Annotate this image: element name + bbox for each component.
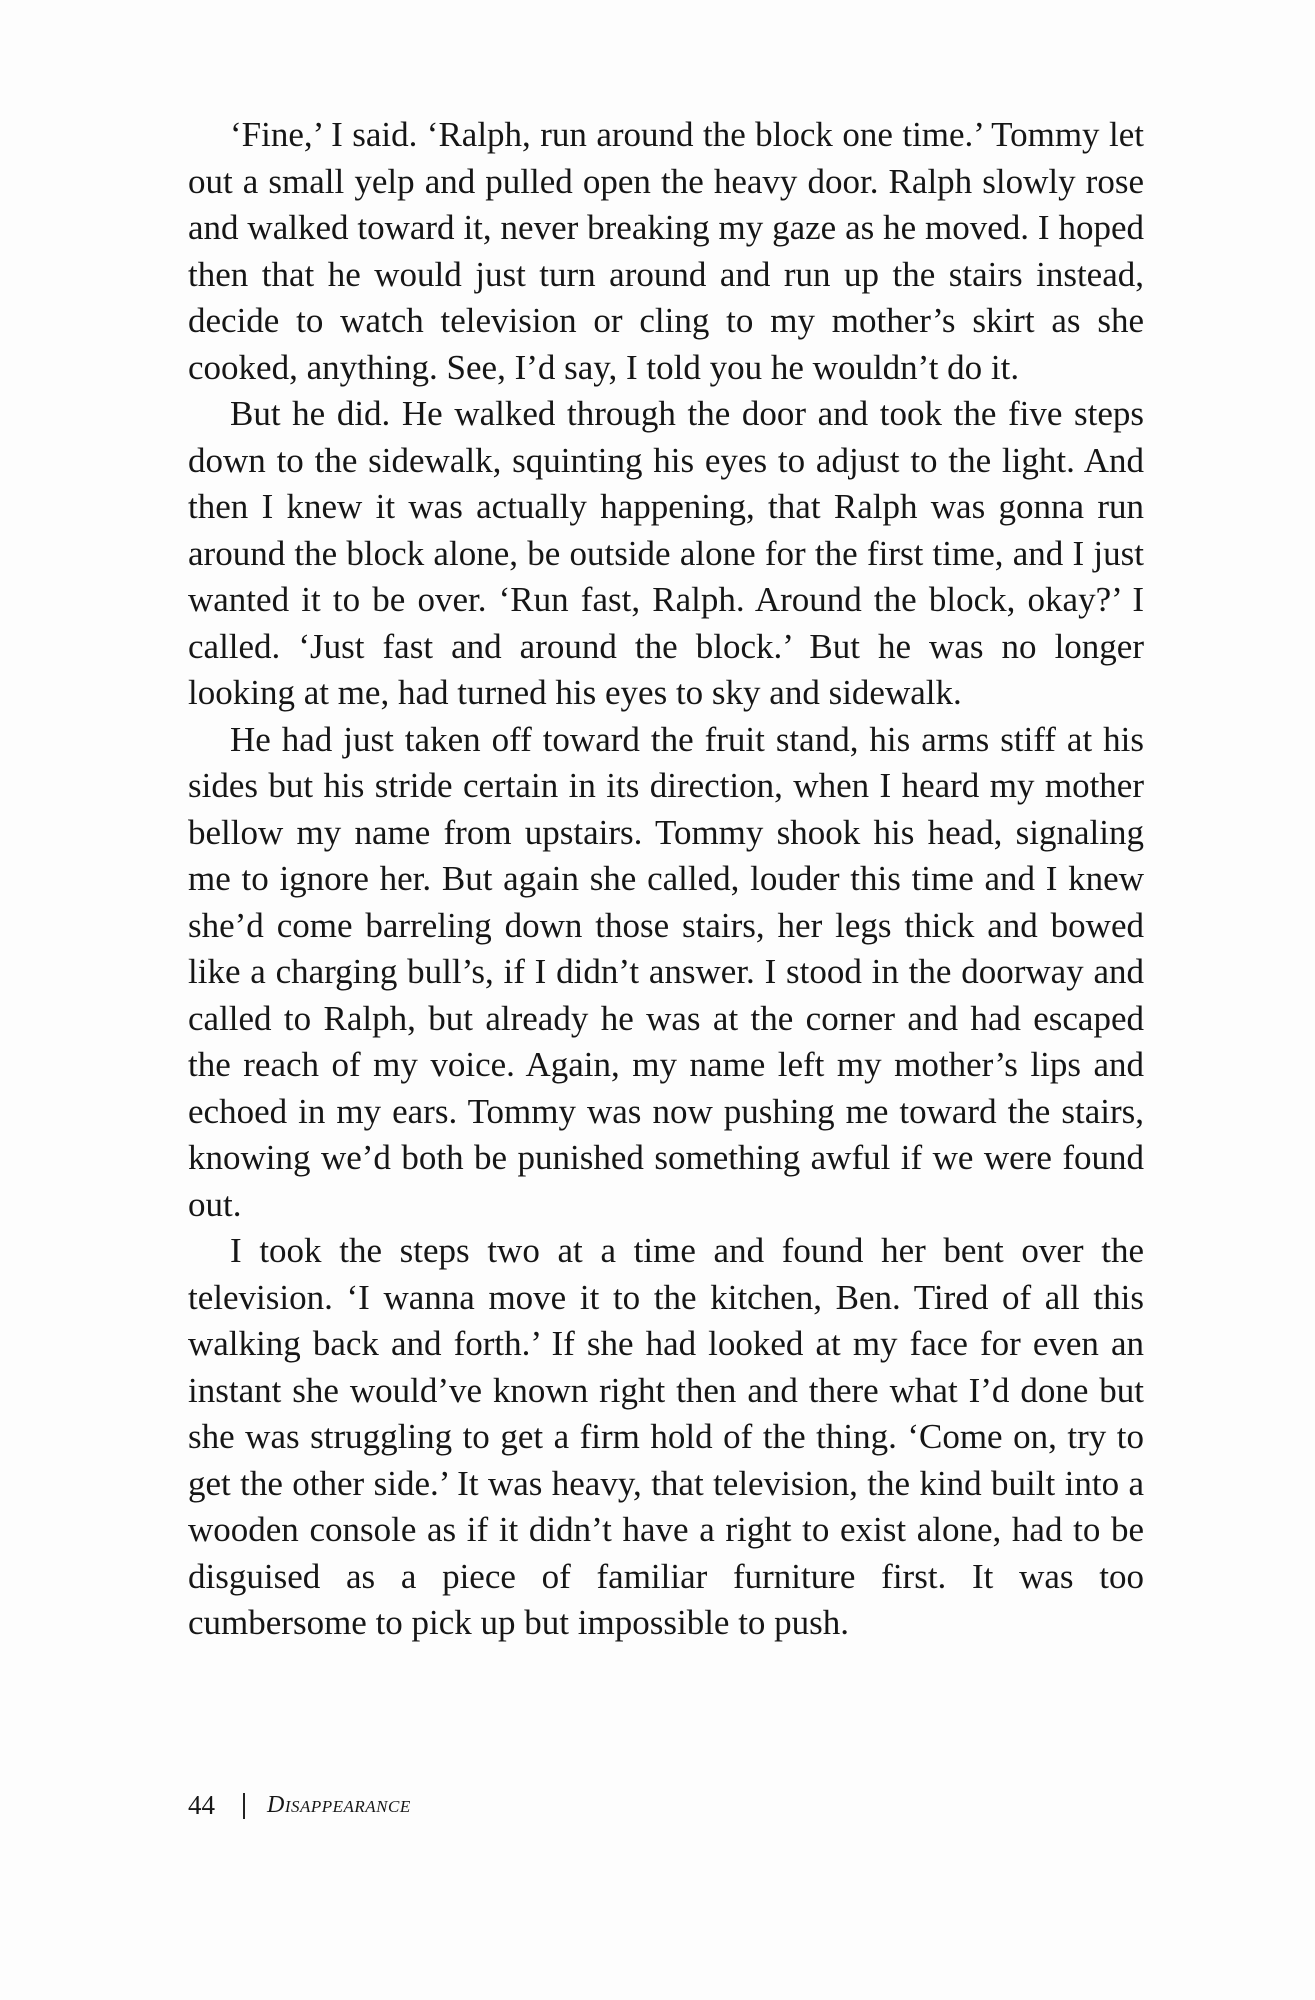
footer-divider xyxy=(243,1793,245,1819)
running-title: Disappearance xyxy=(267,1792,411,1818)
paragraph-2: But he did. He walked through the door and took the five steps down to the sidewalk, squinting his eyes to adjust to the light. And then I knew it was actually happening, that Ralph was gonna run around the block alone, be outside alone for the first time, and I just wanted it to be over. ‘Run fast, Ralph. Around the block, okay?’ I called. ‘Just fast and around the block.’ But he was no longer looking at me, had turned his eyes to sky and sidewalk. xyxy=(188,394,1144,712)
paragraph-1: ‘Fine,’ I said. ‘Ralph, run around the block one time.’ Tommy let out a small yelp and pulled open the heavy door. Ralph slowly rose and walked toward it, never breaking my gaze as he moved. I hoped then that he would just turn around and run up the stairs instead, decide to watch television or cling to my mother’s skirt as she cooked, anything. See, I’d say, I told you he wouldn’t do it. xyxy=(188,115,1144,387)
body-text xyxy=(188,112,1144,1647)
paragraph-4: I took the steps two at a time and found her bent over the television. ‘I wanna move it to the kitchen, Ben. Tired of all this walking back and forth.’ If she had looked at my face for even an instant she would’ve known right then and there what I’d done but she was struggling to get a firm hold of the thing. ‘Come on, try to get the other side.’ It was heavy, that television, the kind built into a wooden console as if it didn’t have a right to exist alone, had to be disguised as a piece of familiar furniture first. It was too cumbersome to pick up but impossible to push. xyxy=(188,1231,1144,1642)
paragraph-3: He had just taken off toward the fruit stand, his arms stiff at his sides but his stride certain in its direction, when I heard my mother bellow my name from upstairs. Tommy shook his head, signaling me to ignore her. But again she called, louder this time and I knew she’d come barreling down those stairs, her legs thick and bowed like a charging bull’s, if I didn’t answer. I stood in the doorway and called to Ralph, but already he was at the corner and had escaped the reach of my voice. Again, my name left my mother’s lips and echoed in my ears. Tommy was now pushing me toward the stairs, knowing we’d both be punished something awful if we were found out. xyxy=(188,719,1144,1224)
page-footer xyxy=(188,1790,411,1821)
page-number: 44 xyxy=(188,1790,215,1820)
